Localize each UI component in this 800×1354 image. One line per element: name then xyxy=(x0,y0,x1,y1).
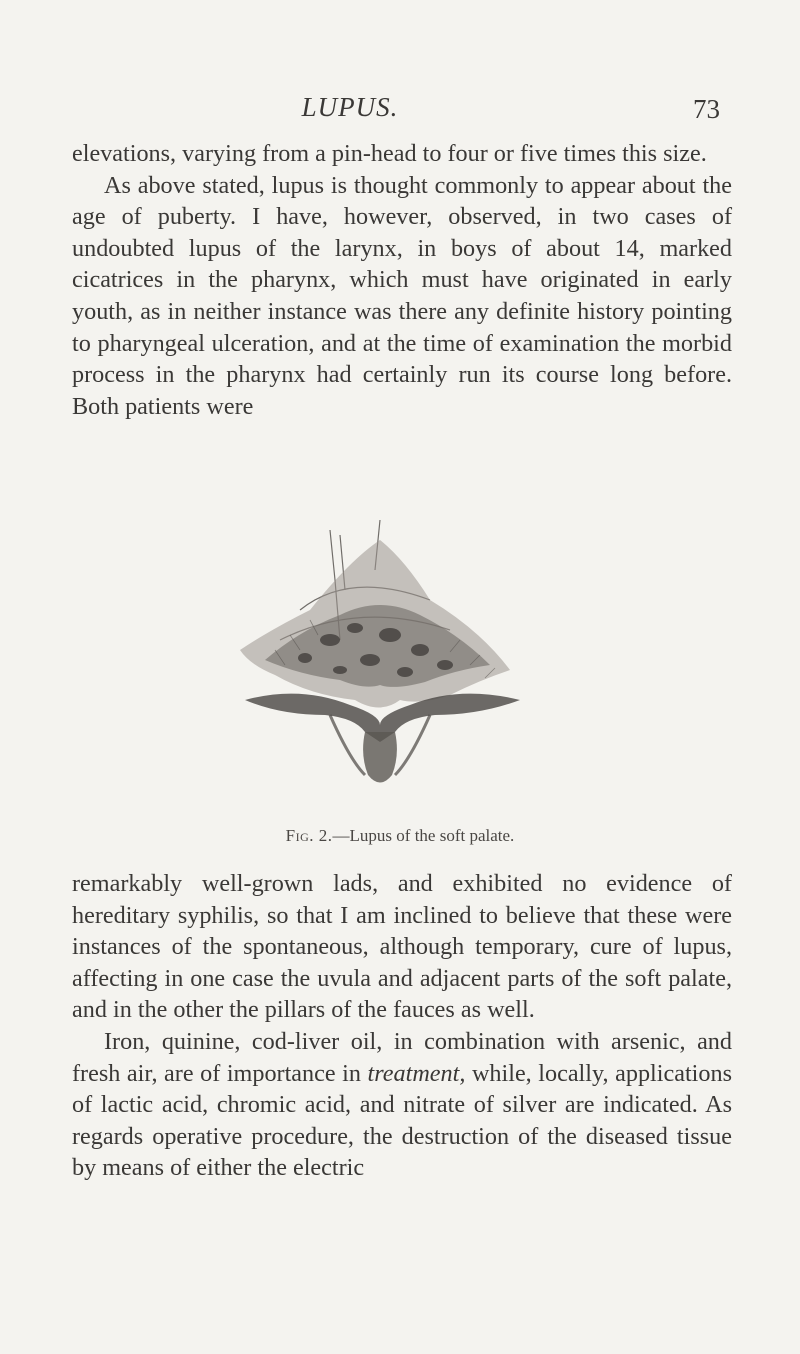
treatment-text-after: while, locally, applications of lactic acid, chromic acid, and nitrate of silver are indicated. As regards operative procedure, the destruction of the diseased tissue by means of either the electric xyxy=(72,1059,732,1182)
treatment-text-before: Iron, quinine, cod-liver oil, in combination with arsenic, and fresh air, are of importance in xyxy=(72,1027,732,1087)
figure-caption xyxy=(0,826,800,846)
body-text-top xyxy=(72,138,732,422)
running-title: LUPUS. xyxy=(301,92,399,122)
body-text-bottom xyxy=(72,868,732,1184)
paragraph-age-of-onset: As above stated, lupus is thought commonly to appear about the age of puberty. I have, however, observed, in two cases of undoubted lupus of the larynx, in boys of about 14, marked cicatrices in the pharynx, which must have originated in early youth, as in neither instance was there any definite history pointing to pharyngeal ulceration, and at the time of examination the morbid process in the pharynx had certainly run its course long before. Both patients were xyxy=(72,171,732,420)
figure-soft-palate-illustration xyxy=(180,500,600,820)
figure-caption-text: —Lupus of the soft palate. xyxy=(332,826,515,845)
page-number: 73 xyxy=(693,94,720,124)
paragraph-continued: elevations, varying from a pin-head to four or five times this size. xyxy=(72,140,707,167)
figure-label: Fig. 2. xyxy=(285,826,333,845)
paragraph-continuation: remarkably well-grown lads, and exhibited no evidence of hereditary syphilis, so that I am inclined to believe that these were instances of the spontaneous, although temporary, cure of lupus, affecting in one case the uvula and adjacent parts of the soft palate, and in the other the pillars of the fauces as well. xyxy=(72,870,732,1024)
paragraph-treatment xyxy=(72,1026,732,1184)
running-head xyxy=(0,92,800,132)
palate-engraving xyxy=(180,500,600,820)
treatment-emphasis: treatment, xyxy=(367,1059,466,1087)
